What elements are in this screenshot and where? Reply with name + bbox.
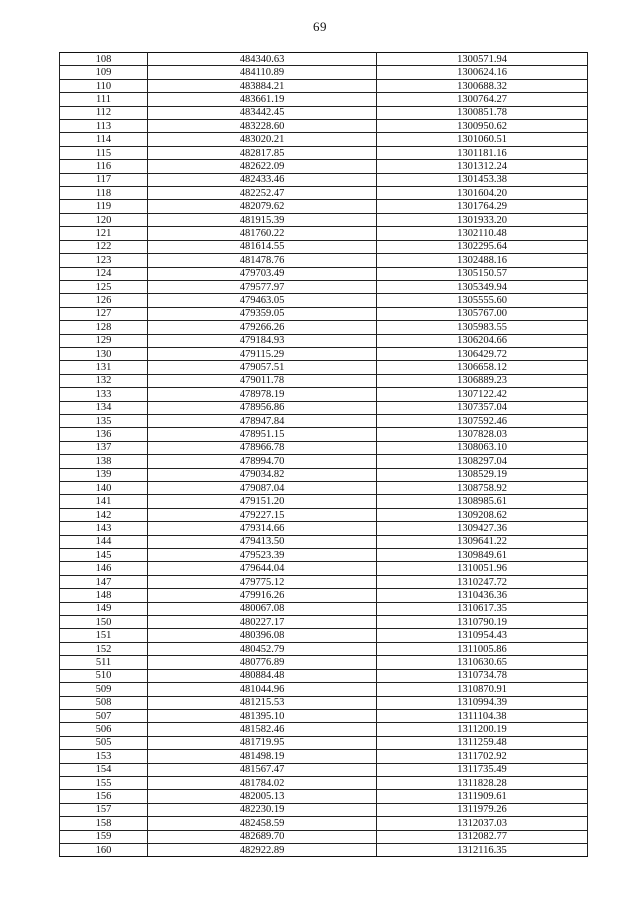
table-row [60, 602, 588, 615]
table-row [60, 629, 588, 642]
x-coordinate-cell: 481044.96 [148, 683, 377, 696]
table-row [60, 213, 588, 226]
x-coordinate-cell: 482622.09 [148, 160, 377, 173]
point-number-cell: 136 [60, 428, 148, 441]
x-coordinate-cell: 480884.48 [148, 669, 377, 682]
y-coordinate-cell: 1307122.42 [377, 388, 588, 401]
x-coordinate-cell: 479011.78 [148, 374, 377, 387]
x-coordinate-cell: 481215.53 [148, 696, 377, 709]
y-coordinate-cell: 1311735.49 [377, 763, 588, 776]
y-coordinate-cell: 1309641.22 [377, 535, 588, 548]
y-coordinate-cell: 1301453.38 [377, 173, 588, 186]
table-row [60, 334, 588, 347]
table-row [60, 321, 588, 334]
x-coordinate-cell: 481784.02 [148, 776, 377, 789]
x-coordinate-cell: 481395.10 [148, 709, 377, 722]
y-coordinate-cell: 1308297.04 [377, 455, 588, 468]
x-coordinate-cell: 484110.89 [148, 66, 377, 79]
x-coordinate-cell: 478956.86 [148, 401, 377, 414]
x-coordinate-cell: 479775.12 [148, 575, 377, 588]
table-row [60, 267, 588, 280]
y-coordinate-cell: 1308529.19 [377, 468, 588, 481]
x-coordinate-cell: 482433.46 [148, 173, 377, 186]
point-number-cell: 123 [60, 254, 148, 267]
table-row [60, 455, 588, 468]
x-coordinate-cell: 479644.04 [148, 562, 377, 575]
table-row [60, 240, 588, 253]
point-number-cell: 125 [60, 280, 148, 293]
y-coordinate-cell: 1311104.38 [377, 709, 588, 722]
y-coordinate-cell: 1311979.26 [377, 803, 588, 816]
point-number-cell: 119 [60, 200, 148, 213]
point-number-cell: 139 [60, 468, 148, 481]
table-row [60, 160, 588, 173]
point-number-cell: 112 [60, 106, 148, 119]
x-coordinate-cell: 479314.66 [148, 522, 377, 535]
table-row [60, 616, 588, 629]
y-coordinate-cell: 1310734.78 [377, 669, 588, 682]
point-number-cell: 118 [60, 187, 148, 200]
coordinates-table [59, 52, 588, 857]
point-number-cell: 145 [60, 549, 148, 562]
table-row [60, 736, 588, 749]
point-number-cell: 158 [60, 817, 148, 830]
x-coordinate-cell: 479266.26 [148, 321, 377, 334]
table-row [60, 401, 588, 414]
y-coordinate-cell: 1310247.72 [377, 575, 588, 588]
y-coordinate-cell: 1301181.16 [377, 146, 588, 159]
table-row [60, 656, 588, 669]
table-row [60, 468, 588, 481]
point-number-cell: 122 [60, 240, 148, 253]
y-coordinate-cell: 1305555.60 [377, 294, 588, 307]
table-row [60, 723, 588, 736]
y-coordinate-cell: 1311259.48 [377, 736, 588, 749]
point-number-cell: 120 [60, 213, 148, 226]
y-coordinate-cell: 1309427.36 [377, 522, 588, 535]
table-row [60, 374, 588, 387]
point-number-cell: 154 [60, 763, 148, 776]
point-number-cell: 111 [60, 93, 148, 106]
y-coordinate-cell: 1312037.03 [377, 817, 588, 830]
y-coordinate-cell: 1308063.10 [377, 441, 588, 454]
table-row [60, 562, 588, 575]
y-coordinate-cell: 1310630.65 [377, 656, 588, 669]
y-coordinate-cell: 1302488.16 [377, 254, 588, 267]
x-coordinate-cell: 483884.21 [148, 79, 377, 92]
point-number-cell: 140 [60, 482, 148, 495]
y-coordinate-cell: 1306204.66 [377, 334, 588, 347]
table-row [60, 830, 588, 843]
y-coordinate-cell: 1301933.20 [377, 213, 588, 226]
x-coordinate-cell: 480776.89 [148, 656, 377, 669]
point-number-cell: 135 [60, 414, 148, 427]
table-row [60, 589, 588, 602]
point-number-cell: 128 [60, 321, 148, 334]
x-coordinate-cell: 479359.05 [148, 307, 377, 320]
y-coordinate-cell: 1300764.27 [377, 93, 588, 106]
x-coordinate-cell: 478994.70 [148, 455, 377, 468]
x-coordinate-cell: 479227.15 [148, 508, 377, 521]
point-number-cell: 110 [60, 79, 148, 92]
table-row [60, 66, 588, 79]
point-number-cell: 129 [60, 334, 148, 347]
table-row [60, 133, 588, 146]
point-number-cell: 505 [60, 736, 148, 749]
y-coordinate-cell: 1310790.19 [377, 616, 588, 629]
x-coordinate-cell: 481760.22 [148, 227, 377, 240]
x-coordinate-cell: 483228.60 [148, 120, 377, 133]
point-number-cell: 151 [60, 629, 148, 642]
point-number-cell: 142 [60, 508, 148, 521]
table-row [60, 763, 588, 776]
x-coordinate-cell: 482230.19 [148, 803, 377, 816]
y-coordinate-cell: 1310436.36 [377, 589, 588, 602]
table-row [60, 361, 588, 374]
table-row [60, 120, 588, 133]
table-row [60, 508, 588, 521]
table-row [60, 843, 588, 856]
x-coordinate-cell: 484340.63 [148, 53, 377, 66]
table-row [60, 683, 588, 696]
coordinates-table-body [60, 53, 588, 857]
x-coordinate-cell: 482252.47 [148, 187, 377, 200]
y-coordinate-cell: 1300950.62 [377, 120, 588, 133]
point-number-cell: 131 [60, 361, 148, 374]
point-number-cell: 117 [60, 173, 148, 186]
table-row [60, 294, 588, 307]
table-row [60, 173, 588, 186]
point-number-cell: 506 [60, 723, 148, 736]
x-coordinate-cell: 480396.08 [148, 629, 377, 642]
table-row [60, 522, 588, 535]
table-row [60, 307, 588, 320]
table-row [60, 495, 588, 508]
table-row [60, 776, 588, 789]
table-row [60, 441, 588, 454]
x-coordinate-cell: 481567.47 [148, 763, 377, 776]
y-coordinate-cell: 1300624.16 [377, 66, 588, 79]
y-coordinate-cell: 1306429.72 [377, 347, 588, 360]
x-coordinate-cell: 479087.04 [148, 482, 377, 495]
table-row [60, 200, 588, 213]
x-coordinate-cell: 479463.05 [148, 294, 377, 307]
x-coordinate-cell: 481478.76 [148, 254, 377, 267]
point-number-cell: 113 [60, 120, 148, 133]
x-coordinate-cell: 479057.51 [148, 361, 377, 374]
point-number-cell: 159 [60, 830, 148, 843]
point-number-cell: 127 [60, 307, 148, 320]
table-row [60, 414, 588, 427]
point-number-cell: 137 [60, 441, 148, 454]
x-coordinate-cell: 479034.82 [148, 468, 377, 481]
table-row [60, 803, 588, 816]
y-coordinate-cell: 1305983.55 [377, 321, 588, 334]
y-coordinate-cell: 1301312.24 [377, 160, 588, 173]
point-number-cell: 147 [60, 575, 148, 588]
y-coordinate-cell: 1310870.91 [377, 683, 588, 696]
x-coordinate-cell: 478978.19 [148, 388, 377, 401]
x-coordinate-cell: 478966.78 [148, 441, 377, 454]
x-coordinate-cell: 483020.21 [148, 133, 377, 146]
point-number-cell: 155 [60, 776, 148, 789]
x-coordinate-cell: 479577.97 [148, 280, 377, 293]
point-number-cell: 508 [60, 696, 148, 709]
point-number-cell: 133 [60, 388, 148, 401]
table-row [60, 669, 588, 682]
x-coordinate-cell: 482458.59 [148, 817, 377, 830]
y-coordinate-cell: 1301060.51 [377, 133, 588, 146]
table-row [60, 750, 588, 763]
table-row [60, 696, 588, 709]
point-number-cell: 132 [60, 374, 148, 387]
x-coordinate-cell: 480452.79 [148, 642, 377, 655]
x-coordinate-cell: 480227.17 [148, 616, 377, 629]
table-row [60, 790, 588, 803]
y-coordinate-cell: 1312082.77 [377, 830, 588, 843]
y-coordinate-cell: 1305150.57 [377, 267, 588, 280]
table-row [60, 254, 588, 267]
point-number-cell: 146 [60, 562, 148, 575]
y-coordinate-cell: 1308985.61 [377, 495, 588, 508]
point-number-cell: 144 [60, 535, 148, 548]
point-number-cell: 507 [60, 709, 148, 722]
y-coordinate-cell: 1310994.39 [377, 696, 588, 709]
x-coordinate-cell: 482817.85 [148, 146, 377, 159]
point-number-cell: 124 [60, 267, 148, 280]
x-coordinate-cell: 482005.13 [148, 790, 377, 803]
table-row [60, 549, 588, 562]
y-coordinate-cell: 1310617.35 [377, 602, 588, 615]
table-row [60, 53, 588, 66]
point-number-cell: 149 [60, 602, 148, 615]
y-coordinate-cell: 1312116.35 [377, 843, 588, 856]
y-coordinate-cell: 1311005.86 [377, 642, 588, 655]
page-number: 69 [313, 19, 327, 34]
x-coordinate-cell: 482922.89 [148, 843, 377, 856]
x-coordinate-cell: 481498.19 [148, 750, 377, 763]
y-coordinate-cell: 1305767.00 [377, 307, 588, 320]
point-number-cell: 148 [60, 589, 148, 602]
table-row [60, 93, 588, 106]
x-coordinate-cell: 479523.39 [148, 549, 377, 562]
x-coordinate-cell: 479115.29 [148, 347, 377, 360]
y-coordinate-cell: 1307828.03 [377, 428, 588, 441]
point-number-cell: 126 [60, 294, 148, 307]
y-coordinate-cell: 1309849.61 [377, 549, 588, 562]
y-coordinate-cell: 1306889.23 [377, 374, 588, 387]
point-number-cell: 156 [60, 790, 148, 803]
point-number-cell: 510 [60, 669, 148, 682]
y-coordinate-cell: 1307357.04 [377, 401, 588, 414]
y-coordinate-cell: 1300571.94 [377, 53, 588, 66]
x-coordinate-cell: 483442.45 [148, 106, 377, 119]
y-coordinate-cell: 1307592.46 [377, 414, 588, 427]
y-coordinate-cell: 1300851.78 [377, 106, 588, 119]
x-coordinate-cell: 481614.55 [148, 240, 377, 253]
table-row [60, 817, 588, 830]
x-coordinate-cell: 479184.93 [148, 334, 377, 347]
point-number-cell: 509 [60, 683, 148, 696]
point-number-cell: 511 [60, 656, 148, 669]
point-number-cell: 153 [60, 750, 148, 763]
x-coordinate-cell: 479151.20 [148, 495, 377, 508]
table-row [60, 79, 588, 92]
point-number-cell: 109 [60, 66, 148, 79]
x-coordinate-cell: 481719.95 [148, 736, 377, 749]
point-number-cell: 160 [60, 843, 148, 856]
point-number-cell: 114 [60, 133, 148, 146]
y-coordinate-cell: 1310051.96 [377, 562, 588, 575]
x-coordinate-cell: 480067.08 [148, 602, 377, 615]
point-number-cell: 121 [60, 227, 148, 240]
y-coordinate-cell: 1301764.29 [377, 200, 588, 213]
table-row [60, 428, 588, 441]
x-coordinate-cell: 479703.49 [148, 267, 377, 280]
y-coordinate-cell: 1302295.64 [377, 240, 588, 253]
point-number-cell: 134 [60, 401, 148, 414]
table-row [60, 535, 588, 548]
x-coordinate-cell: 478947.84 [148, 414, 377, 427]
point-number-cell: 152 [60, 642, 148, 655]
y-coordinate-cell: 1311200.19 [377, 723, 588, 736]
x-coordinate-cell: 481582.46 [148, 723, 377, 736]
point-number-cell: 157 [60, 803, 148, 816]
table-row [60, 388, 588, 401]
x-coordinate-cell: 483661.19 [148, 93, 377, 106]
x-coordinate-cell: 479413.50 [148, 535, 377, 548]
y-coordinate-cell: 1300688.32 [377, 79, 588, 92]
x-coordinate-cell: 479916.26 [148, 589, 377, 602]
y-coordinate-cell: 1306658.12 [377, 361, 588, 374]
point-number-cell: 150 [60, 616, 148, 629]
x-coordinate-cell: 482689.70 [148, 830, 377, 843]
y-coordinate-cell: 1301604.20 [377, 187, 588, 200]
y-coordinate-cell: 1309208.62 [377, 508, 588, 521]
table-row [60, 709, 588, 722]
y-coordinate-cell: 1311909.61 [377, 790, 588, 803]
point-number-cell: 115 [60, 146, 148, 159]
point-number-cell: 143 [60, 522, 148, 535]
x-coordinate-cell: 481915.39 [148, 213, 377, 226]
x-coordinate-cell: 482079.62 [148, 200, 377, 213]
point-number-cell: 130 [60, 347, 148, 360]
table-row [60, 347, 588, 360]
x-coordinate-cell: 478951.15 [148, 428, 377, 441]
table-row [60, 280, 588, 293]
table-row [60, 187, 588, 200]
table-row [60, 227, 588, 240]
table-row [60, 482, 588, 495]
y-coordinate-cell: 1310954.43 [377, 629, 588, 642]
y-coordinate-cell: 1311828.28 [377, 776, 588, 789]
table-row [60, 146, 588, 159]
y-coordinate-cell: 1308758.92 [377, 482, 588, 495]
table-row [60, 642, 588, 655]
y-coordinate-cell: 1302110.48 [377, 227, 588, 240]
table-row [60, 575, 588, 588]
point-number-cell: 116 [60, 160, 148, 173]
point-number-cell: 138 [60, 455, 148, 468]
point-number-cell: 108 [60, 53, 148, 66]
y-coordinate-cell: 1311702.92 [377, 750, 588, 763]
point-number-cell: 141 [60, 495, 148, 508]
table-row [60, 106, 588, 119]
y-coordinate-cell: 1305349.94 [377, 280, 588, 293]
